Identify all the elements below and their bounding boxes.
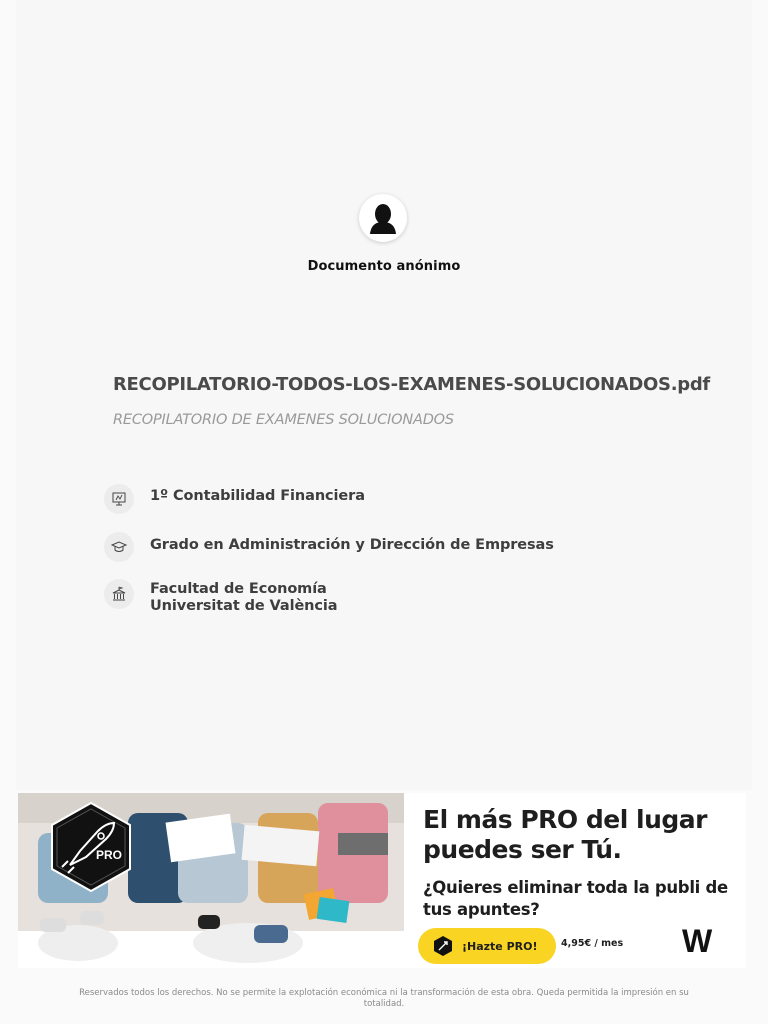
degree-label: Grado en Administración y Dirección de Empresas	[150, 537, 554, 553]
document-title: RECOPILATORIO-TODOS-LOS-EXAMENES-SOLUCIONADOS.pdf	[113, 374, 710, 395]
info-subject-row	[104, 484, 365, 514]
price-label: 4,95€ / mes	[561, 938, 624, 949]
graduation-cap-icon	[104, 532, 134, 562]
classroom-icon	[104, 484, 134, 514]
document-card	[16, 0, 752, 790]
subject-label: 1º Contabilidad Financiera	[150, 488, 365, 504]
hazte-pro-button[interactable]	[418, 928, 556, 964]
anonymous-user-icon	[359, 194, 407, 242]
pro-promo-banner[interactable]	[18, 793, 746, 968]
brand-letter: W	[682, 927, 713, 955]
pro-rocket-badge	[46, 801, 136, 897]
document-subtitle: RECOPILATORIO DE EXAMENES SOLUCIONADOS	[113, 412, 454, 428]
faculty-label: Facultad de Economía	[150, 581, 327, 597]
rocket-badge-icon	[432, 935, 454, 957]
university-label: Universitat de València	[150, 598, 338, 614]
faculty-text	[150, 581, 337, 615]
pro-badge-text: PRO	[96, 848, 123, 862]
author-name: Documento anónimo	[307, 259, 461, 274]
avatar	[359, 194, 407, 242]
wuolah-logo-icon	[682, 927, 724, 959]
copyright-footer: Reservados todos los derechos. No se permite la explotación económica ni la transformación de esta obra. Queda permitida la impresión en su totalidad.	[79, 988, 689, 1009]
cta-label: ¡Hazte PRO!	[462, 939, 538, 953]
promo-subline: ¿Quieres eliminar toda la publi de tus apuntes?	[423, 878, 728, 919]
university-building-icon	[104, 579, 134, 609]
info-degree-row	[104, 532, 554, 562]
promo-headline: El más PRO del lugar puedes ser Tú.	[423, 805, 707, 864]
info-faculty-row	[104, 579, 337, 615]
